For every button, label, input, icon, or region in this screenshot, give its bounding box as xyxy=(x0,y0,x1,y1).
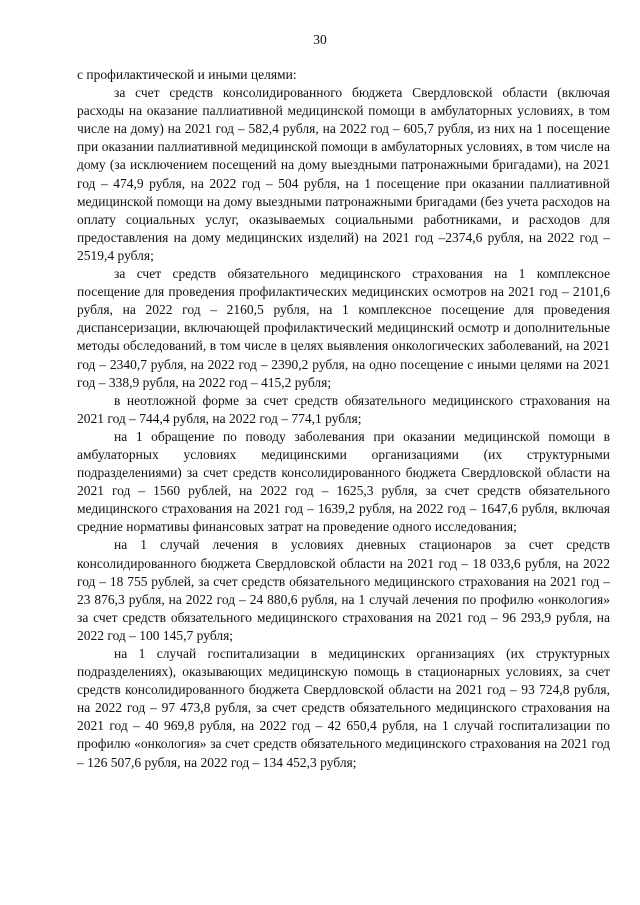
paragraph-urgent-care: в неотложной форме за счет средств обязательного медицинского страхования на 2021 год – 744,4 рубля, на 2022 год – 774,1 рубля; xyxy=(77,392,610,426)
page-number: 30 xyxy=(313,32,327,47)
document-body xyxy=(77,66,610,772)
paragraph-disease-appeal: на 1 обращение по поводу заболевания при оказании медицинской помощи в амбулаторных условиях медицинскими организациями (их структурными подразделениями) за счет средств консолидированного бюджета Свердловской области на 2021 год – 1560 рублей, на 2022 год – 1625,3 рубля, за счет средств обязательного медицинского страхования на 2021 год – 1639,2 рубля, на 2022 год – 1647,6 рубля, включая средние нормативы финансовых затрат на проведение одного исследования; xyxy=(77,428,610,535)
paragraph-day-hospital: на 1 случай лечения в условиях дневных стационаров за счет средств консолидированного бюджета Свердловской области на 2021 год – 18 033,6 рубля, на 2022 год – 18 755 рублей, за счет средств обязательного медицинского страхования на 2021 год – 23 876,3 рубля, на 2022 год – 24 880,6 рубля, на 1 случай лечения по профилю «онкология» за счет средств обязательного медицинского страхования на 2021 год – 96 293,9 рубля, на 2022 год – 100 145,7 рубля; xyxy=(77,537,610,643)
paragraph-intro-continuation: с профилактической и иными целями: xyxy=(77,67,297,82)
paragraph-oms-preventive-visits: за счет средств обязательного медицинского страхования на 1 комплексное посещение для проведения профилактических медицинских осмотров на 2021 год – 2101,6 рубля, на 2022 год – 2160,5 рубля, на 1 комплексное посещение для проведения диспансеризации, включающей профилактический медицинский осмотр и дополнительные методы обследований, в том числе в целях выявления онкологических заболеваний, на 2021 год – 2340,7 рубля, на 2022 год – 2390,2 рубля, на одно посещение с иными целями на 2021 год – 338,9 рубля, на 2022 год – 415,2 рубля; xyxy=(77,266,610,390)
paragraph-consolidated-budget-visits: за счет средств консолидированного бюджета Свердловской области (включая расходы на оказание паллиативной медицинской помощи в амбулаторных условиях, в том числе на дому) на 2021 год – 582,4 рубля, на 2022 год – 605,7 рубля, из них на 1 посещение при оказании паллиативной медицинской помощи в амбулаторных условиях, в том числе на дому (за исключением посещений на дому выездными патронажными бригадами), на 2021 год – 474,9 рубля, на 2022 год – 504 рубля, на 1 посещение при оказании паллиативной медицинской помощи на дому выездными патронажными бригадами (без учета расходов на оплату социальных услуг, оказываемых социальными работниками, и расходов для предоставления на дому медицинских изделий) на 2021 год –2374,6 рубля, на 2022 год – 2519,4 рубля; xyxy=(77,85,610,263)
paragraph-hospitalization: на 1 случай госпитализации в медицинских организациях (их структурных подразделениях), оказывающих медицинскую помощь в стационарных условиях, за счет средств консолидированного бюджета Свердловской области на 2021 год – 93 724,8 рубля, на 2022 год – 97 473,8 рубля, за счет средств обязательного медицинского страхования на 2021 год – 40 969,8 рубля, на 2022 год – 42 650,4 рубля, на 1 случай госпитализации по профилю «онкология» за счет средств обязательного медицинского страхования на 2021 год – 126 507,6 рубля, на 2022 год – 134 452,3 рубля; xyxy=(77,646,610,770)
